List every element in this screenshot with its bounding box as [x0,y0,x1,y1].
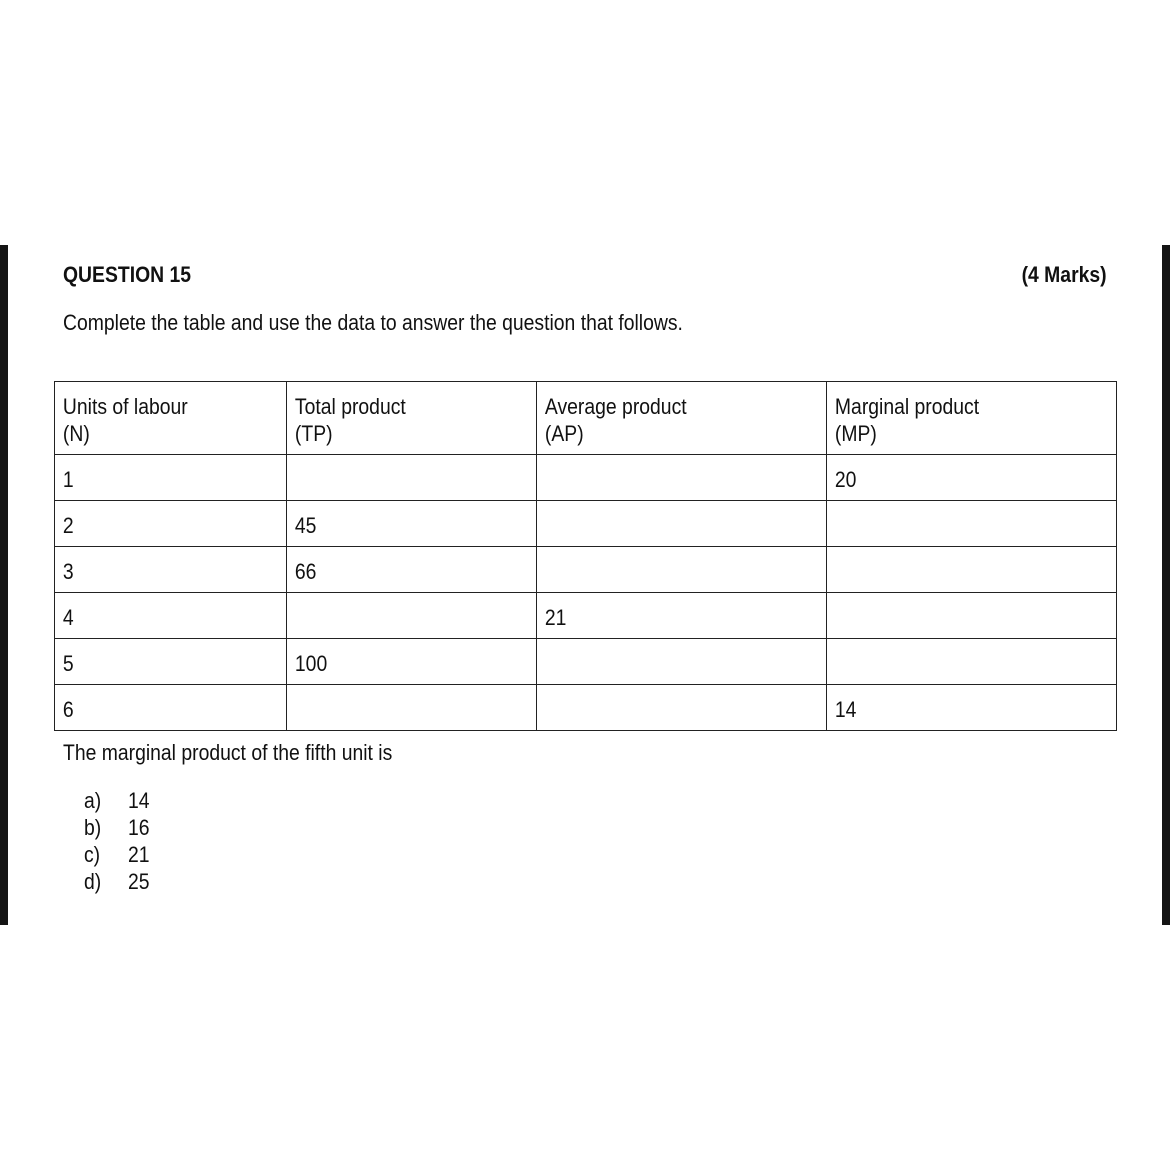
option-value: 21 [128,842,150,867]
cell-average-product [537,455,827,501]
header-marginal-product [827,382,1117,455]
option-c[interactable] [84,841,284,868]
option-d[interactable] [84,868,284,895]
cell-units: 6 [55,685,287,731]
table-row [55,639,1117,685]
question-title: QUESTION 15 [63,262,192,287]
question-marks: (4 Marks) [1021,262,1107,287]
option-value: 14 [128,788,150,813]
cell-total-product [287,455,537,501]
header-label: Units of labour [62,394,188,419]
table-row [55,593,1117,639]
option-value: 25 [128,869,150,894]
cell-marginal-product [827,501,1117,547]
header-label: Average product [544,394,687,419]
question-stem: The marginal product of the fifth unit is [63,740,393,765]
cell-total-product: 100 [287,639,537,685]
answer-options [84,787,284,895]
header-abbrev: (N) [62,421,90,446]
cell-units: 3 [55,547,287,593]
table-row [55,685,1117,731]
option-a[interactable] [84,787,284,814]
cell-average-product: 21 [537,593,827,639]
option-letter: a) [84,788,102,813]
production-table [54,381,1117,731]
question-header [63,262,1107,294]
cell-units: 4 [55,593,287,639]
cell-average-product [537,547,827,593]
cell-marginal-product [827,639,1117,685]
table-row [55,455,1117,501]
cell-units: 2 [55,501,287,547]
cell-average-product [537,501,827,547]
cell-marginal-product [827,547,1117,593]
option-letter: d) [84,869,102,894]
table-row [55,547,1117,593]
header-average-product [537,382,827,455]
header-units-of-labour [55,382,287,455]
header-abbrev: (AP) [544,421,584,446]
option-letter: b) [84,815,102,840]
cell-total-product [287,593,537,639]
cell-total-product: 45 [287,501,537,547]
option-b[interactable] [84,814,284,841]
cell-marginal-product: 20 [827,455,1117,501]
option-value: 16 [128,815,150,840]
cell-marginal-product: 14 [827,685,1117,731]
question-instruction: Complete the table and use the data to answer the question that follows. [63,310,683,335]
header-label: Marginal product [834,394,980,419]
header-label: Total product [294,394,406,419]
cell-total-product: 66 [287,547,537,593]
cell-units: 1 [55,455,287,501]
cell-units: 5 [55,639,287,685]
cell-average-product [537,685,827,731]
cell-average-product [537,639,827,685]
cell-marginal-product [827,593,1117,639]
header-abbrev: (MP) [834,421,877,446]
header-abbrev: (TP) [294,421,333,446]
cell-total-product [287,685,537,731]
header-total-product [287,382,537,455]
option-letter: c) [84,842,101,867]
table-header-row [55,382,1117,455]
table-row [55,501,1117,547]
